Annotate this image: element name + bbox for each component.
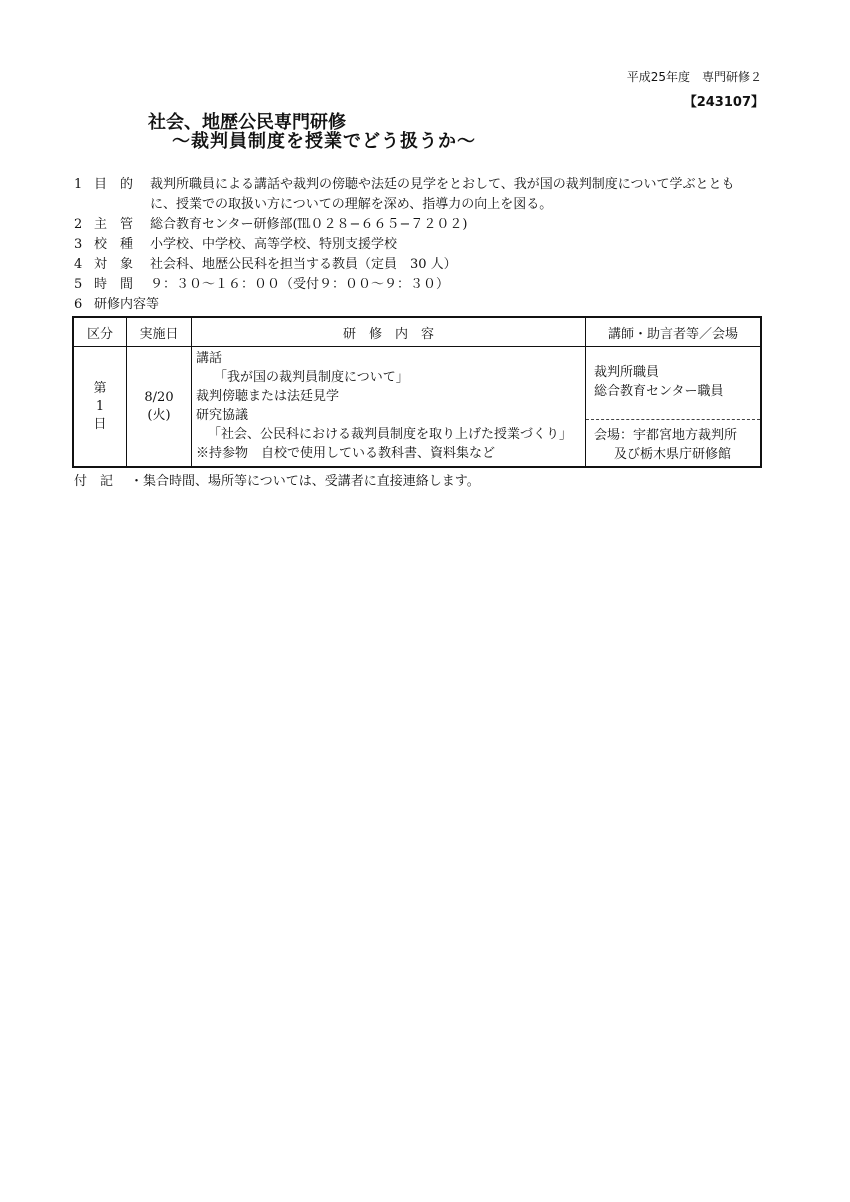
outline-item-purpose: 1 目 的 裁判所職員による講話や裁判の傍聴や法廷の見学をとおして、我が国の裁判制度について学ぶととも bbox=[74, 177, 735, 192]
footnote bbox=[74, 470, 480, 489]
fiscal-course-label: 平成25年度 専門研修２ bbox=[626, 70, 762, 84]
footnote-label: 付 記 bbox=[74, 474, 114, 489]
table-header-row bbox=[73, 317, 761, 347]
outline-item-purpose-cont: に、授業での取扱い方についての理解を深め、指導力の向上を図る。 bbox=[150, 197, 553, 212]
outline-item-school-type: 3 校 種 小学校、中学校、高等学校、特別支援学校 bbox=[74, 237, 398, 252]
column-header: 実施日 bbox=[127, 317, 192, 347]
outline-item-time: 5 時 間 ９：３０〜１６：００（受付９：００〜９：３０） bbox=[74, 277, 450, 292]
column-header: 区分 bbox=[73, 317, 127, 347]
table-row bbox=[73, 347, 761, 468]
outline-item-target: 4 対 象 社会科、地歴公民科を担当する教員（定員 30 人） bbox=[74, 257, 457, 272]
content-cell: 講話 「我が国の裁判員制度について」 裁判傍聴または法廷見学 研究協議 「社会、公民科における裁判員制度を取り上げた授業づくり」 ※持参物 自校で使用している教科書、資料集など bbox=[192, 347, 586, 468]
date-cell: 8/20 (火) bbox=[127, 347, 192, 468]
column-header: 研 修 内 容 bbox=[192, 317, 586, 347]
day-cell: 第 1 日 bbox=[73, 347, 127, 468]
page-title: 社会、地歴公民専門研修 bbox=[148, 112, 346, 133]
page-subtitle: 〜裁判員制度を授業でどう扱うか〜 bbox=[172, 131, 476, 152]
outline-list bbox=[74, 175, 774, 315]
lecturer-list: 裁判所職員 総合教育センター職員 bbox=[586, 347, 760, 420]
lecturer-venue-cell bbox=[586, 347, 762, 468]
venue-info: 会場：宇都宮地方裁判所 及び栃木県庁研修館 bbox=[594, 428, 738, 462]
course-code: 【243107】 bbox=[683, 95, 764, 110]
column-header: 講師・助言者等／会場 bbox=[586, 317, 762, 347]
schedule-table bbox=[72, 316, 762, 468]
outline-item-organizer: 2 主 管 総合教育センター研修部(℡０２８−６６５−７２０２) bbox=[74, 217, 468, 232]
outline-item-contents: 6 研修内容等 bbox=[74, 297, 160, 312]
footnote-text: ・集合時間、場所等については、受講者に直接連絡します。 bbox=[130, 474, 480, 489]
